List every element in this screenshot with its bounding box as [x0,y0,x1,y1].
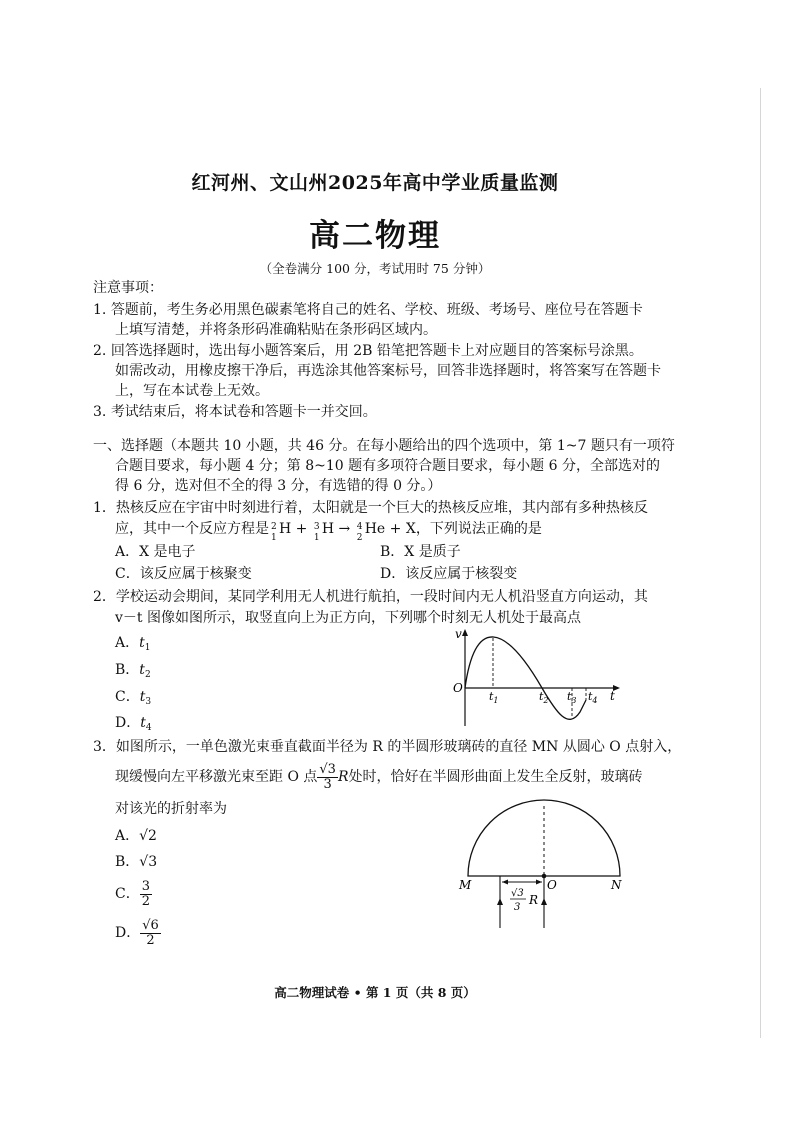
v-axis-arrow-icon [462,629,468,636]
label-r: R [529,893,539,907]
q1-option-b: B．X 是质子 [380,544,461,560]
label-o: O [547,878,557,892]
section1-line1: 一、选择题（本题共 10 小题，共 46 分。在每小题给出的四个选项中，第 1~7 题只有一项符 [93,438,675,454]
subject-title: 高二物理 [309,218,441,254]
arrow-right-icon [536,880,542,885]
q3-option-b: B．√3 [115,854,158,870]
arrow-left-icon [502,880,508,885]
q3-option-a: A．√2 [115,828,157,844]
notice-item-3: 3. 考试结束后，将本试卷和答题卡一并交回。 [93,404,377,420]
t1-label: $t_1$ [489,690,499,705]
label-m: M [459,878,472,892]
section1-line2: 合题目要求，每小题 4 分；第 8~10 题有多项符合题目要求，每小题 6 分，全部选对的 [115,458,660,474]
distance-numerator: √3 [511,888,524,899]
page-footer: 高二物理试卷 • 第 1 页（共 8 页） [274,985,476,1000]
distance-denominator: 3 [514,902,521,913]
exam-title: 红河州、文山州2025年高中学业质量监测 [191,172,559,194]
t-label: t [610,689,615,703]
ray-arrow-icon [497,898,503,905]
q2-option-d: D．$t_4$ [115,715,152,733]
t3-label: $t_3$ [567,690,577,705]
q2-option-a: A．$t_1$ [115,635,151,653]
q1-stem-line2: 应，其中一个反应方程是 2 1 H + 3 1 H → 4 2 He + X，下列说法正确的是 [115,521,542,543]
label-n: N [611,878,622,892]
q2-stem-line2: v－t 图像如图所示，取竖直向上为正方向，下列哪个时刻无人机处于最高点 [115,610,581,626]
q1-option-c: C．该反应属于核聚变 [115,566,252,582]
q1-option-a: A．X 是电子 [115,544,196,560]
nuclear-equation: 2 1 H + 3 1 H → 4 2 He + X [271,521,416,543]
ray-arrow-icon [541,898,547,905]
q3-option-d: D． $\frac{√6}{2}$ [115,917,159,948]
origin-label: O [453,681,463,695]
exam-note: （全卷满分 100 分，考试用时 75 分钟） [259,261,491,276]
q3-stem-line2: 现缓慢向左平移激光束至距 O 点 $\frac{√3}{3}$ R处时，恰好在半圆形曲面上发生全反射，玻璃砖 [115,761,643,792]
v-label: v [455,627,462,641]
notice-item-2-cont1: 如需改动，用橡皮擦干净后，再选涂其他答案标号，回答非选择题时，将答案写在答题卡 [115,363,661,379]
notice-item-2-cont2: 上，写在本试卷上无效。 [115,383,269,399]
q1-option-d: D．该反应属于核裂变 [380,566,518,582]
center-point-o [542,874,547,879]
q2-option-b: B．$t_2$ [115,662,151,680]
q3-stem-line3: 对该光的折射率为 [115,801,227,817]
q3-distance-fraction: $\frac{√3}{3}$ [319,761,336,792]
t4-label: $t_4$ [588,690,598,705]
notice-item-1: 1. 答题前，考生务必用黑色碳素笔将自己的姓名、学校、班级、考场号、座位号在答题卡 [93,302,643,318]
q3-option-c: C． $\frac{3}{2}$ [115,878,150,909]
q2-option-c: C．$t_3$ [115,689,152,707]
q3-stem-line1: 3．如图所示，一单色激光束垂直截面半径为 R 的半圆形玻璃砖的直径 MN 从圆心 O 点射入， [93,739,682,755]
vt-graph [450,626,625,731]
notice-item-1-cont: 上填写清楚，并将条形码准确粘贴在条形码区域内。 [115,322,437,338]
notice-heading: 注意事项： [93,280,163,296]
t2-label: $t_2$ [539,690,549,705]
semicircle-diagram [455,798,630,936]
section1-line3: 得 6 分，选对但不全的得 3 分，有选错的得 0 分。） [115,478,442,494]
q2-stem-line1: 2．学校运动会期间，某同学利用无人机进行航拍，一段时间内无人机沿竖直方向运动，其 [93,589,648,605]
velocity-curve [465,637,586,719]
notice-item-2: 2. 回答选择题时，选出每小题答案后，用 2B 铅笔把答题卡上对应题目的答案标号涂黑。 [93,343,643,359]
page-edge-shadow [760,88,761,1038]
q1-stem-line1: 1．热核反应在宇宙中时刻进行着，太阳就是一个巨大的热核反应堆，其内部有多种热核反 [93,500,648,516]
